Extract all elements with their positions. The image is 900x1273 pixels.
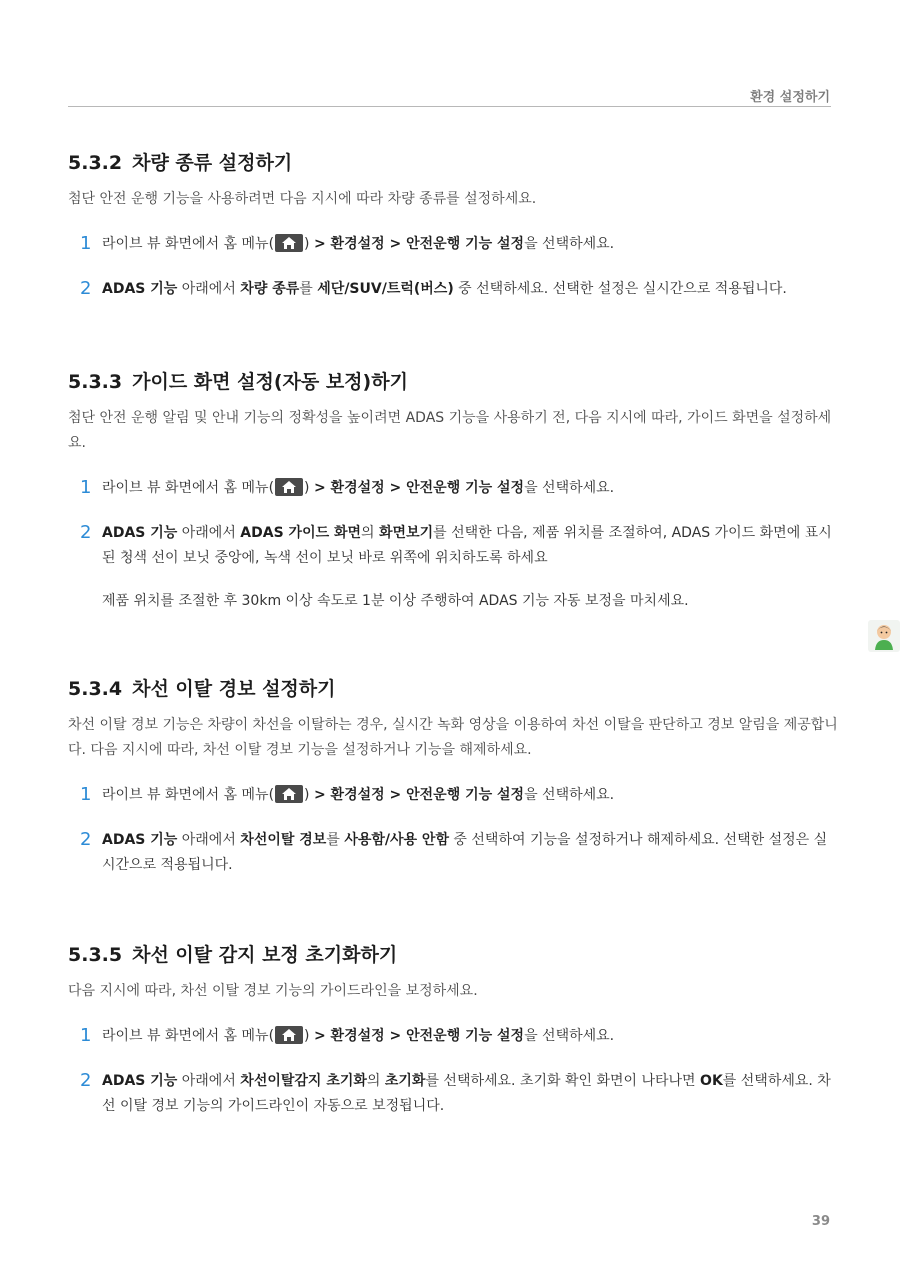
section-intro: 첨단 안전 운행 기능을 사용하려면 다음 지시에 따라 차량 종류를 설정하세요.: [68, 191, 537, 207]
step-2: 2 ADAS 기능 아래에서 ADAS 가이드 화면의 화면보기를 선택한 다음, 제품 위치를 조절하여, ADAS 가이드 화면에 표시된 청색 선이 보닛 중앙에, 녹색 선이 보닛 바로 위쪽에 위치하도록 하세요 제품 위치를 조절한 후 30km 이상 속도로 1분 이상 주행하여 ADAS 기능 자동 보정을 마치세요.: [68, 521, 838, 614]
home-icon: [275, 478, 303, 496]
header-divider: [68, 106, 831, 107]
home-icon: [275, 1026, 303, 1044]
step-number: 1: [80, 1025, 92, 1046]
step-number: 2: [80, 829, 92, 850]
step-number: 1: [80, 784, 92, 805]
step-note: 제품 위치를 조절한 후 30km 이상 속도로 1분 이상 주행하여 ADAS 기능 자동 보정을 마치세요.: [102, 593, 689, 609]
home-icon: [275, 234, 303, 252]
section-title: 5.3.4 차선 이탈 경보 설정하기: [68, 678, 336, 700]
step-2: 2 ADAS 기능 아래에서 차선이탈감지 초기화의 초기화를 선택하세요. 초기화 확인 화면이 나타나면 OK를 선택하세요. 차선 이탈 경보 기능의 가이드라인이 자동으로 보정됩니다.: [80, 1070, 831, 1114]
section-vehicle-type: [68, 148, 838, 302]
step-number: 1: [80, 477, 92, 498]
header-title: 환경 설정하기: [750, 90, 830, 105]
step-number: 2: [80, 278, 92, 299]
section-lane-reset: [68, 940, 838, 1119]
step-number: 2: [80, 522, 92, 543]
section-title: 5.3.3 가이드 화면 설정(자동 보정)하기: [68, 371, 408, 393]
section-intro: 다음 지시에 따라, 차선 이탈 경보 기능의 가이드라인을 보정하세요.: [68, 983, 478, 999]
step-2: 2 ADAS 기능 아래에서 차량 종류를 세단/SUV/트럭(버스) 중 선택하세요. 선택한 설정은 실시간으로 적용됩니다.: [80, 278, 787, 299]
avatar-icon: [868, 620, 900, 652]
page-number: 39: [811, 1214, 830, 1229]
section-lane-departure: [68, 674, 838, 878]
section-intro: 차선 이탈 경보 기능은 차량이 차선을 이탈하는 경우, 실시간 녹화 영상을 이용하여 차선 이탈을 판단하고 경보 알림을 제공합니다. 다음 지시에 따라, 차선 이탈 경보 기능을 설정하거나 기능을 해제하세요.: [68, 717, 838, 758]
step-number: 2: [80, 1070, 92, 1091]
home-icon: [275, 785, 303, 803]
step-number: 1: [80, 233, 92, 254]
step-1: 1 라이브 뷰 화면에서 홈 메뉴( ) > 환경설정 > 안전운행 기능 설정을 선택하세요.: [80, 784, 615, 805]
section-title: 5.3.5 차선 이탈 감지 보정 초기화하기: [68, 944, 398, 966]
step-2: 2 ADAS 기능 아래에서 차선이탈 경보를 사용함/사용 안함 중 선택하여 기능을 설정하거나 해제하세요. 선택한 설정은 실시간으로 적용됩니다.: [80, 829, 828, 873]
step-1: 1 라이브 뷰 화면에서 홈 메뉴( ) > 환경설정 > 안전운행 기능 설정을 선택하세요.: [80, 233, 615, 254]
section-intro: 첨단 안전 운행 알림 및 안내 기능의 정확성을 높이려면 ADAS 기능을 사용하기 전, 다음 지시에 따라, 가이드 화면을 설정하세요.: [68, 410, 832, 451]
step-1: 1 라이브 뷰 화면에서 홈 메뉴( ) > 환경설정 > 안전운행 기능 설정을 선택하세요.: [80, 1025, 615, 1046]
section-guide-screen: [68, 367, 838, 614]
step-1: 1 라이브 뷰 화면에서 홈 메뉴( ) > 환경설정 > 안전운행 기능 설정을 선택하세요.: [80, 477, 615, 498]
section-title: 5.3.2 차량 종류 설정하기: [68, 152, 293, 174]
